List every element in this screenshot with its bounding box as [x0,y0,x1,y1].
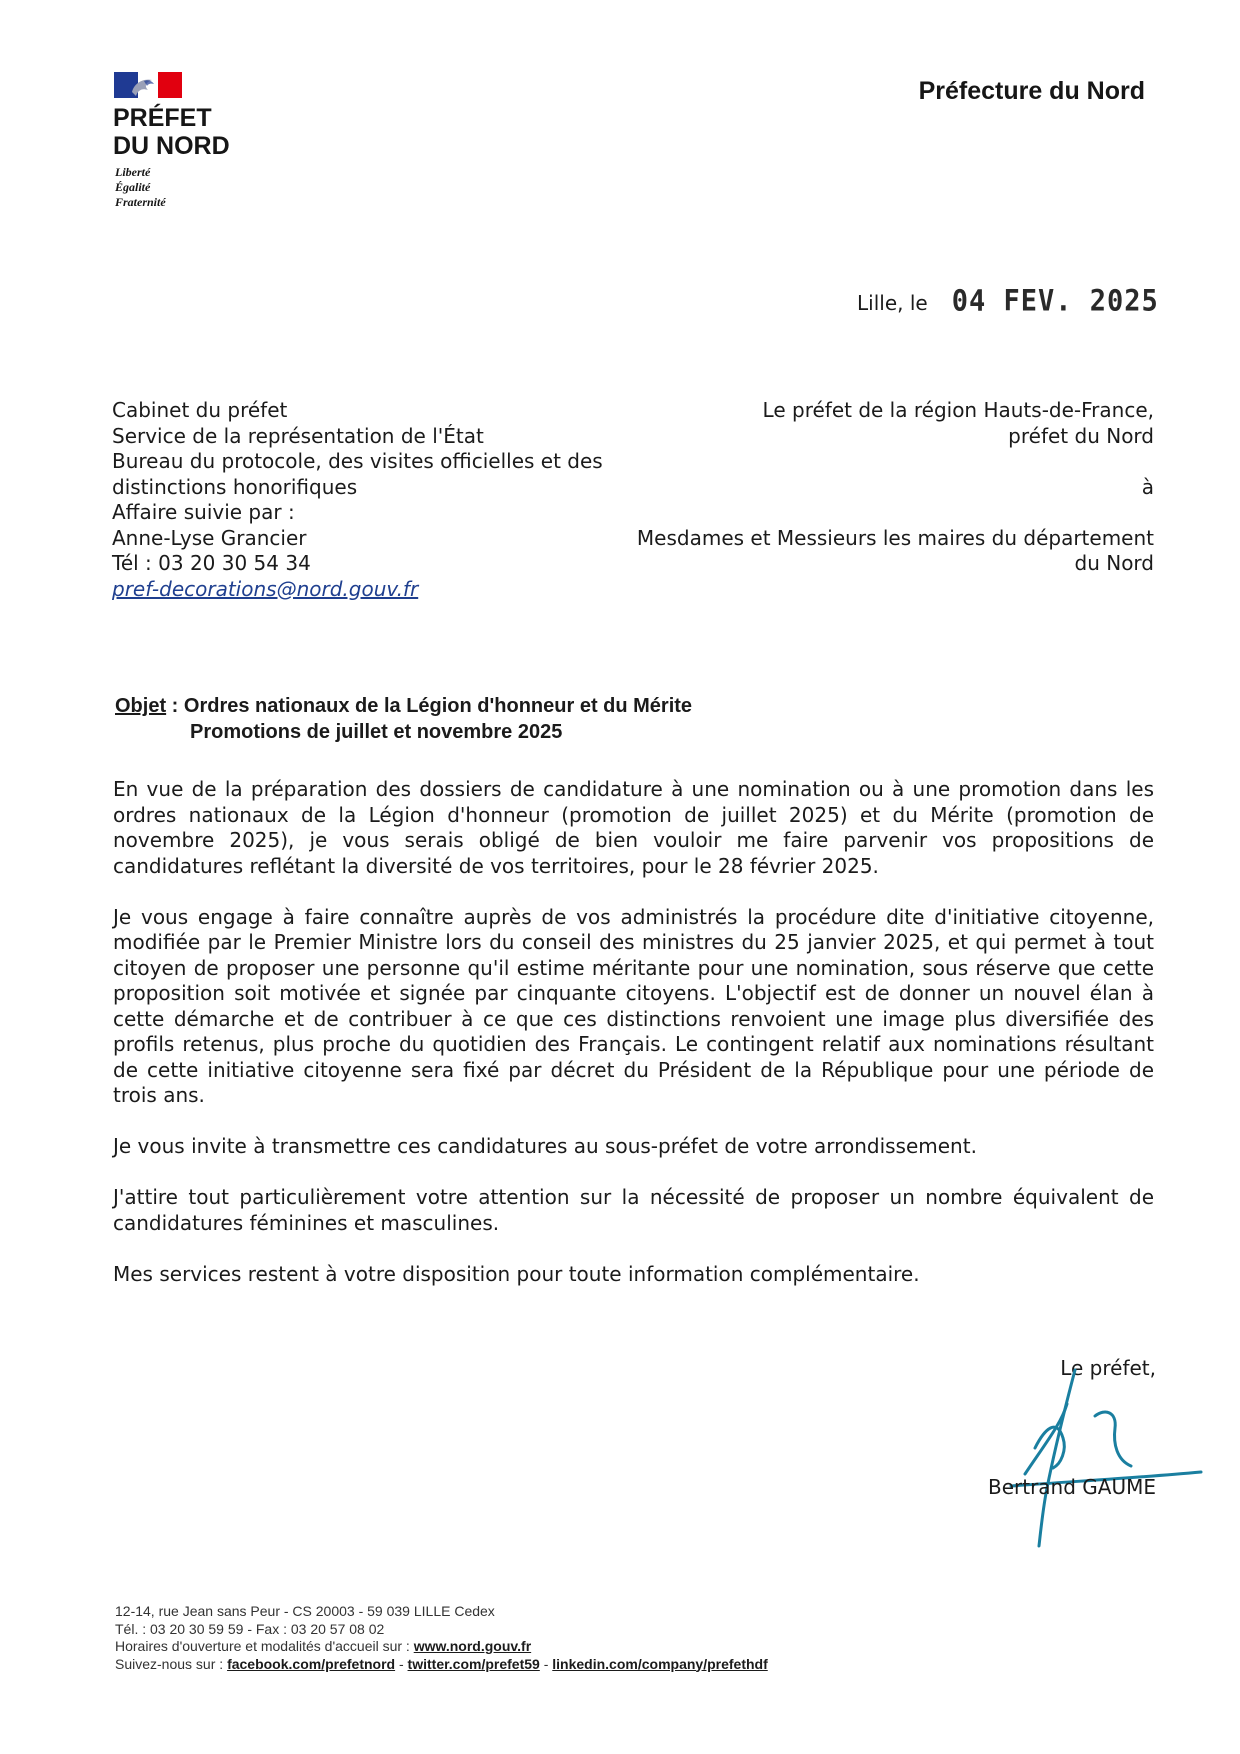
signatory-name: Bertrand GAUME [987,1475,1156,1499]
prefet-title-line2: DU NORD [113,132,230,160]
motto-egalite: Égalité [115,180,151,194]
motto-fraternite: Fraternité [115,195,166,209]
addressee-line1: Le préfet de la région Hauts-de-France, [762,398,1154,422]
footer-sep-1: - [395,1655,408,1672]
body-paragraph-4: J'attire tout particulièrement votre attention sur la nécessité de proposer un nombre équivalent de candidatures féminines et masculines. [113,1185,1154,1235]
footer-facebook-link[interactable]: facebook.com/prefetnord [227,1655,396,1672]
body-paragraph-1: En vue de la préparation des dossiers de candidature à une nomination ou à une promotion dans les ordres nationaux de la Légion d'honneur (promotion de juillet 2025) et du Mérite (promotion de novembre 2025), je vous serais obligé de bien vouloir me faire parvenir vos propositions de candidatures reflétant la diversité de vos territoires, pour le 28 février 2025. [113,777,1154,878]
marianne-flag-logo [114,72,182,98]
addressee-line4: du Nord [1074,551,1154,575]
footer-website-link[interactable]: www.nord.gouv.fr [413,1638,532,1654]
prefet-title-line1: PRÉFET [113,104,212,132]
subject-line1: Ordres nationaux de la Légion d'honneur et du Mérite [183,695,693,717]
sender-line-affaire: Affaire suivie par : [112,500,295,524]
prefet-title [113,104,230,160]
sender-line-distinctions: distinctions honorifiques [112,474,358,499]
footer-linkedin-link[interactable]: linkedin.com/company/prefethdf [552,1655,768,1672]
prefecture-name: Préfecture du Nord [918,77,1145,105]
letter-body [113,777,1154,1313]
subject-label: Objet [115,695,167,717]
sender-line-cabinet: Cabinet du préfet [112,398,288,422]
signature-title: Le préfet, [1060,1356,1156,1380]
handwritten-signature [1005,1368,1205,1548]
sender-line-service: Service de la représentation de l'État [112,423,484,448]
footer-phone: Tél. : 03 20 30 59 59 - Fax : 03 20 57 08 02 [115,1620,385,1637]
addressee-a: à [1141,474,1154,499]
sender-email-link[interactable]: pref-decorations@nord.gouv.fr [112,576,419,601]
subject-block [115,693,692,745]
footer-hours-text: Horaires d'ouverture et modalités d'accueil sur : [115,1638,414,1654]
sender-line-phone: Tél : 03 20 30 54 34 [112,551,311,575]
addressee-line2: préfet du Nord [1008,423,1154,448]
body-paragraph-3: Je vous invite à transmettre ces candidatures au sous-préfet de votre arrondissement. [113,1134,977,1158]
subject-separator: : [166,695,184,717]
body-paragraph-2: Je vous engage à faire connaître auprès de vos administrés la procédure dite d'initiative citoyenne, modifiée par le Premier Ministre lors du conseil des ministres du 25 janvier 2025, et qui permet à tout citoyen de proposer une personne qu'il estime méritante pour une nomination, sous réserve que cette proposition soit motivée et signée par cinquante citoyens. L'objectif est de donner un nouvel élan à cette démarche et de contribuer à ce que ces distinctions renvoient une image plus diversifiée des profils retenus, plus proche du quotidien des Français. Le contingent relatif aux nominations résultant de cette initiative citoyenne sera fixé par décret du Président de la République pour une période de trois ans. [113,904,1154,1107]
footer-address: 12-14, rue Jean sans Peur - CS 20003 - 59 039 LILLE Cedex [115,1603,495,1619]
subject-line2: Promotions de juillet et novembre 2025 [190,721,563,743]
date-line [857,286,1159,317]
sender-line-contact-name: Anne-Lyse Grancier [112,525,307,550]
addressee-line3: Mesdames et Messieurs les maires du département [636,525,1154,550]
date-place: Lille, le [857,291,928,315]
addressee-block [534,398,1154,577]
footer-twitter-link[interactable]: twitter.com/prefet59 [407,1655,540,1672]
sender-line-bureau: Bureau du protocole, des visites officielles et des [112,449,603,473]
footer [115,1603,768,1673]
republic-motto [115,165,166,210]
body-paragraph-5: Mes services restent à votre disposition pour toute information complémentaire. [113,1261,920,1286]
footer-sep-2: - [539,1655,553,1672]
motto-liberte: Liberté [115,165,151,179]
date-stamp: 04 FEV. 2025 [951,284,1159,319]
footer-follow-text: Suivez-nous sur : [115,1655,228,1672]
